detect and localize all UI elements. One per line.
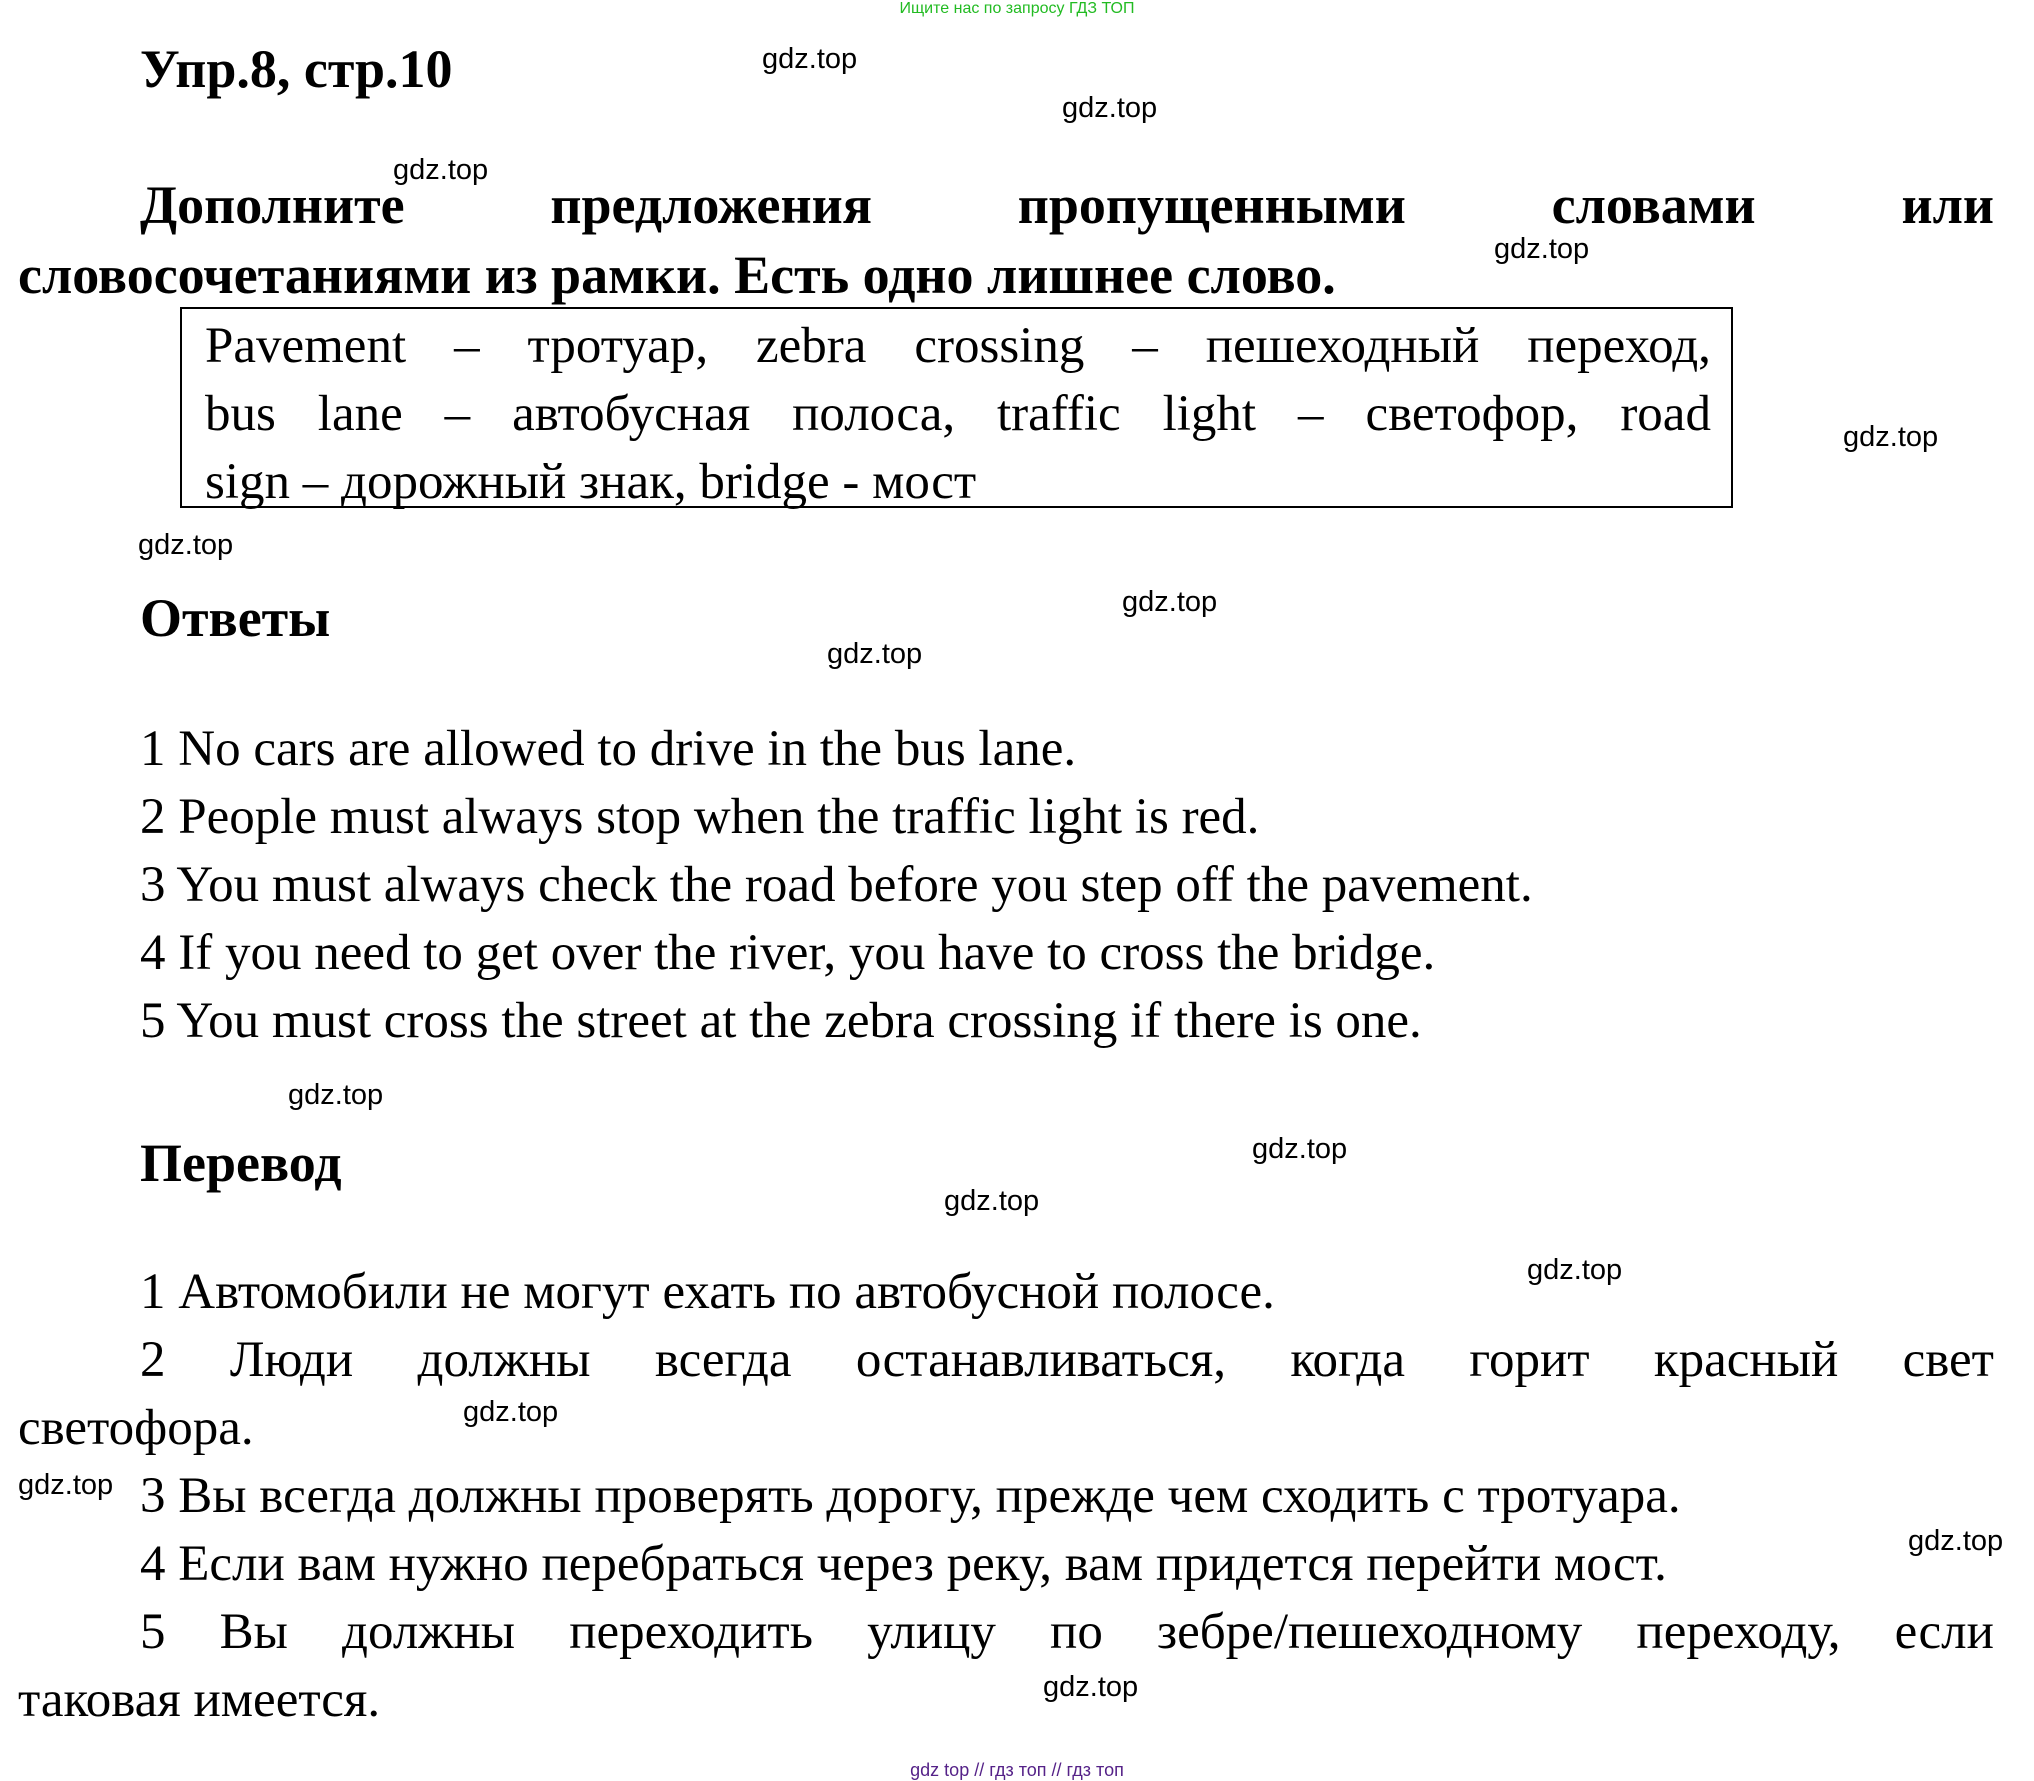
answers-heading: Ответы (140, 588, 331, 648)
watermark: gdz.top (1494, 233, 1590, 265)
translation-heading: Перевод (140, 1133, 342, 1193)
watermark: gdz.top (1908, 1525, 2004, 1557)
watermark: gdz.top (1062, 92, 1158, 124)
translation-item-continuation: таковая имеется. (18, 1672, 381, 1728)
vocabulary-box (180, 307, 1733, 508)
exercise-title: Упр.8, стр.10 (140, 39, 453, 99)
watermark: gdz.top (1252, 1133, 1348, 1165)
translation-item: 4 Если вам нужно перебраться через реку, вам придется перейти мост. (140, 1536, 1667, 1592)
translation-item: 1 Автомобили не могут ехать по автобусной полосе. (140, 1264, 1275, 1320)
watermark: gdz.top (393, 154, 489, 186)
answer-item: 2 People must always stop when the traffic light is red. (140, 789, 1260, 845)
vocab-line-3: sign – дорожный знак, bridge - мост (205, 454, 977, 510)
answers-list (140, 715, 1533, 1055)
watermark: gdz.top (138, 529, 234, 561)
answer-item: 5 You must cross the street at the zebra crossing if there is one. (140, 993, 1422, 1049)
translation-item-continuation: светофора. (18, 1400, 254, 1456)
task-instruction (18, 170, 1994, 310)
vocab-line-1: Pavement – тротуар, zebra crossing – пешеходный переход, (205, 318, 1711, 374)
watermark: gdz.top (762, 43, 858, 75)
translation-item: 2 Люди должны всегда останавливаться, когда горит красный свет (140, 1332, 1994, 1388)
watermark: gdz.top (1843, 421, 1939, 453)
answer-item: 4 If you need to get over the river, you have to cross the bridge. (140, 925, 1436, 981)
translation-item: 5 Вы должны переходить улицу по зебре/пешеходному переходу, если (140, 1604, 1994, 1660)
task-line-1: Дополните предложения пропущенными словами или (140, 175, 1994, 235)
translation-item: 3 Вы всегда должны проверять дорогу, прежде чем сходить с тротуара. (140, 1468, 1681, 1524)
watermark: gdz.top (288, 1079, 384, 1111)
watermark: gdz.top (463, 1396, 559, 1428)
answer-item: 1 No cars are allowed to drive in the bus lane. (140, 721, 1077, 777)
top-banner: Ищите нас по запросу ГДЗ ТОП (899, 0, 1135, 17)
watermark: gdz.top (1043, 1671, 1139, 1703)
footer-links: gdz top // гдз топ // гдз топ (910, 1760, 1124, 1780)
watermark: gdz.top (18, 1469, 114, 1501)
watermark: gdz.top (827, 638, 923, 670)
watermark: gdz.top (1122, 586, 1218, 618)
translation-list (18, 1258, 1994, 1734)
task-line-2: словосочетаниями из рамки. Есть одно лишнее слово. (18, 245, 1336, 305)
watermark: gdz.top (1527, 1254, 1623, 1286)
answer-item: 3 You must always check the road before you step off the pavement. (140, 857, 1533, 913)
watermark: gdz.top (944, 1185, 1040, 1217)
vocab-line-2: bus lane – автобусная полоса, traffic light – светофор, road (205, 386, 1711, 442)
